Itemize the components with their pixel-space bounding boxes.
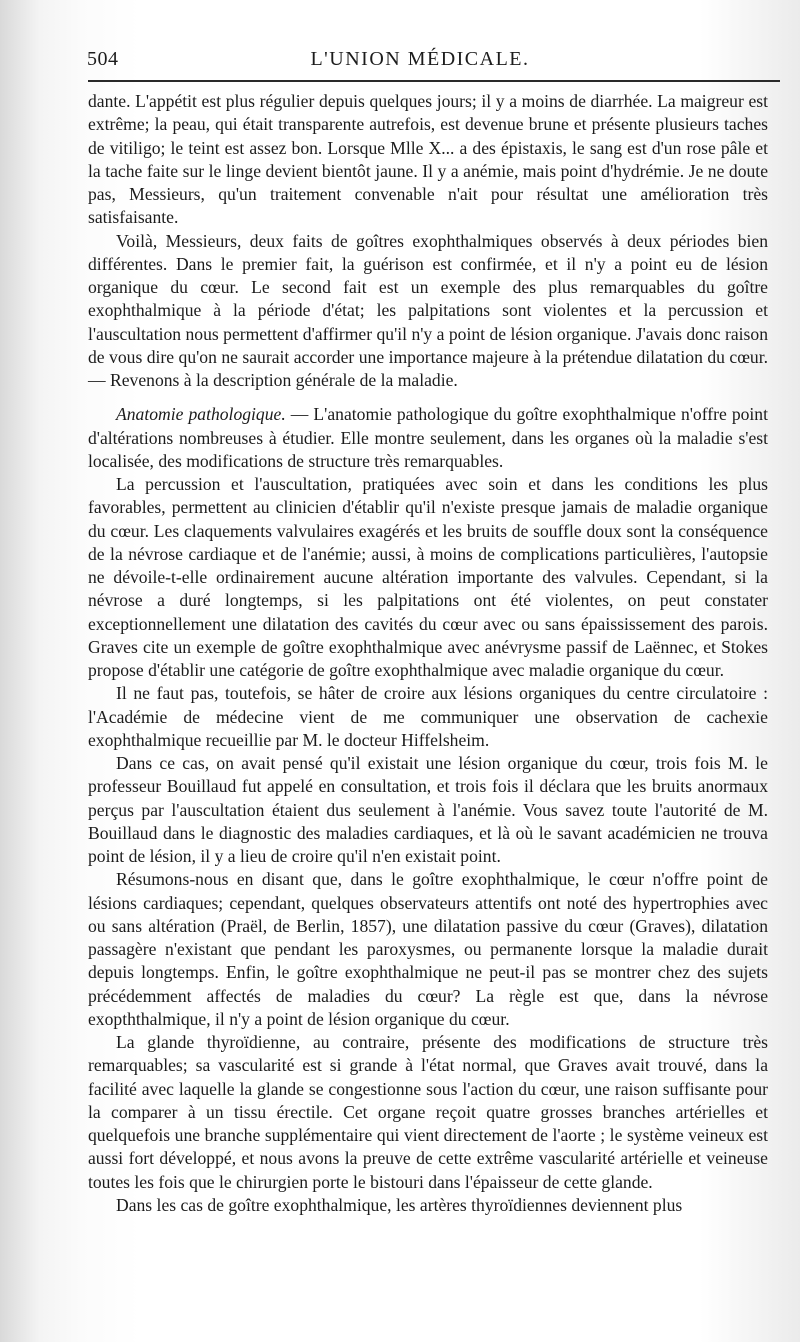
section-heading-anatomie: Anatomie pathologique.	[116, 404, 286, 425]
paragraph-anatomy-text: — L'anatomie pathologique du goître exophthalmique n'offre point d'altérations nombreuses à étudier. Elle montre seulement, dans les organes où la maladie s'est localisée, des modifications de structure très remarquables.	[88, 404, 768, 471]
section-gap	[88, 392, 768, 403]
paragraph-academy: Il ne faut pas, toutefois, se hâter de croire aux lésions organiques du centre circulatoire : l'Académie de médecine vient de me communiquer une observation de cachexie exophthalmique recueillie par M. le docteur Hiffelsheim.	[88, 683, 768, 750]
paragraph-summary: Résumons-nous en disant que, dans le goître exophthalmique, le cœur n'offre point de lésions cardiaques; cependant, quelques observateurs attentifs ont noté des hypertrophies avec ou sans altération (Praël, de Berlin, 1857), une dilatation passive du cœur (Graves), dilatation passagère n'existant que pendant les paroxysmes, ou permanente lorsque la maladie durait depuis longtemps. Enfin, le goître exophthalmique ne peut-il pas se montrer chez des sujets précédemment affectés de maladies du cœur? La règle est que, dans la névrose exopththalmique, il n'y a point de lésion organique du cœur.	[88, 869, 768, 1029]
paragraph-percussion: La percussion et l'auscultation, pratiquées avec soin et dans les conditions les plus favorables, permettent au clinicien d'établir qu'il n'existe presque jamais de maladie organique du cœur. Les claquements valvulaires exagérés et les bruits de souffle doux sont la conséquence de la névrose cardiaque et de l'anémie; aussi, à moins de complications particulières, l'autopsie ne dévoile-t-elle ordinairement aucune altération importante des valvules. Cependant, si la névrose a duré longtemps, si les palpitations ont été violentes, on peut constater exceptionnellement une dilatation des cavités du cœur avec ou sans épaississement des parois. Graves cite un exemple de goître exophthalmique avec anévrysme passif de Laënnec, et Stokes propose d'établir une catégorie de goître exophthalmique avec maladie organique du cœur.	[88, 474, 768, 680]
paragraph-thyroid: La glande thyroïdienne, au contraire, présente des modifications de structure très remarquables; sa vascularité est si grande à l'état normal, que Graves avait trouvé, dans la facilité avec laquelle la glande se congestionne sous l'action du cœur, une raison suffisante pour la comparer à un tissu érectile. Cet organe reçoit quatre grosses branches artérielles et quelquefois une branche supplémentaire qui vient directement de l'aorte ; le système veineux est aussi fort développé, et nous avons la preuve de cette extrême vascularité artérielle et veineuse toutes les fois que le chirurgien porte le bistouri dans l'épaisseur de cette glande.	[88, 1032, 768, 1192]
page-number: 504	[87, 48, 119, 70]
paragraph-two-cases: Voilà, Messieurs, deux faits de goîtres exophthalmiques observés à deux périodes bien différentes. Dans le premier fait, la guérison est confirmée, et il n'y a point eu de lésion organique du cœur. Le second fait est un exemple des plus remarquables du goître exophthalmique à la période d'état; les palpitations sont violentes et la percussion et l'auscultation nous permettent d'affirmer qu'il n'y a point de lésion organique. J'avais donc raison de vous dire qu'on ne saurait accorder une importance majeure à la prétendue dilatation du cœur. — Revenons à la description générale de la maladie.	[88, 230, 768, 390]
paragraph-anatomy	[88, 403, 768, 473]
paragraph-bouillaud: Dans ce cas, on avait pensé qu'il existait une lésion organique du cœur, trois fois M. le professeur Bouillaud fut appelé en consultation, et trois fois il déclara que les bruits anormaux perçus par l'auscultation étaient dus seulement à l'anémie. Vous savez toute l'autorité de M. Bouillaud dans le diagnostic des maladies cardiaques, et là où le savant académicien ne trouva point de lésion, il y a lieu de croire qu'il n'en existait point.	[88, 753, 768, 866]
paragraph-case-continuation: dante. L'appétit est plus régulier depuis quelques jours; il y a moins de diarrhée. La maigreur est extrême; la peau, qui était transparente autrefois, est devenue brune et présente plusieurs taches de vitiligo; le teint est assez bon. Lorsque Mlle X... a des épistaxis, le sang est d'un rose pâle et la tache faite sur le linge devient bientôt jaune. Il y a anémie, mais point d'hydrémie. Je ne doute pas, Messieurs, qu'un traitement convenable n'ait pour résultat une amélioration très satisfaisante.	[88, 91, 768, 228]
running-head: L'UNION MÉDICALE.	[310, 48, 530, 70]
header-rule	[88, 80, 780, 82]
page-body	[88, 90, 768, 1217]
paragraph-arteries: Dans les cas de goître exophthalmique, les artères thyroïdiennes deviennent plus	[116, 1194, 683, 1215]
